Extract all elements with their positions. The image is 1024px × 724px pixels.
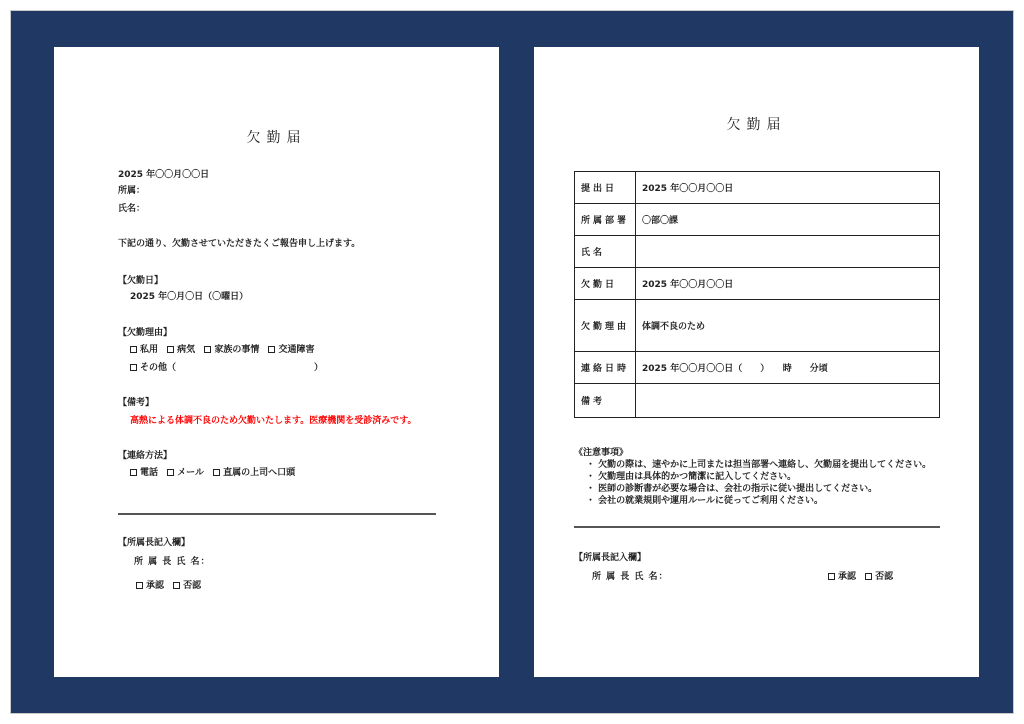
reason-other-close: ）	[314, 363, 324, 373]
contact-option-verbal[interactable]: 直属の上司へ口頭	[213, 467, 295, 479]
row-value-contact-time[interactable]: 2025 年〇〇月〇〇日（ ） 時 分頃	[636, 352, 940, 384]
checkbox-icon	[130, 469, 137, 476]
absence-form-table	[574, 171, 940, 418]
row-value-department[interactable]: 〇部〇課	[636, 204, 940, 236]
row-value-submit-date[interactable]: 2025 年〇〇月〇〇日	[636, 172, 940, 204]
table-row	[575, 300, 940, 352]
document-frame	[10, 10, 1014, 714]
absence-date-value: 2025 年〇月〇日（〇曜日）	[130, 292, 249, 302]
table-row	[575, 352, 940, 384]
section-divider	[574, 526, 940, 528]
checkbox-icon	[167, 346, 174, 353]
right-reject-checkbox[interactable]: 否認	[865, 571, 893, 583]
left-approval-row	[136, 580, 207, 592]
right-approve-checkbox[interactable]: 承認	[828, 571, 856, 583]
contact-heading: 【連絡方法】	[118, 451, 173, 461]
note-item: ・ 医師の診断書が必要な場合は、会社の指示に従い提出してください。	[586, 484, 878, 494]
absence-date-heading: 【欠勤日】	[118, 276, 164, 286]
checkbox-icon	[130, 346, 137, 353]
note-item: ・ 欠勤の際は、速やかに上司または担当部署へ連絡し、欠勤届を提出してください。	[586, 460, 932, 470]
note-item: ・ 会社の就業規則や運用ルールに従ってご利用ください。	[586, 496, 823, 506]
checkbox-icon	[268, 346, 275, 353]
reason-option-illness[interactable]: 病気	[167, 344, 195, 356]
reason-option-private[interactable]: 私用	[130, 344, 158, 356]
table-row	[575, 384, 940, 418]
left-document-page	[54, 47, 499, 677]
left-doc-title: 欠勤届	[246, 130, 307, 146]
left-doc-intro: 下記の通り、欠勤させていただきたくご報告申し上げます。	[118, 239, 361, 249]
remarks-heading: 【備考】	[118, 398, 155, 408]
row-value-name[interactable]	[636, 236, 940, 268]
row-label-absence-date: 欠勤日	[575, 268, 636, 300]
row-label-department: 所属部署	[575, 204, 636, 236]
note-item: ・ 欠勤理由は具体的かつ簡潔に記入してください。	[586, 472, 797, 482]
checkbox-icon	[865, 573, 872, 580]
right-manager-heading: 【所属長記入欄】	[574, 553, 647, 563]
left-approve-checkbox[interactable]: 承認	[136, 580, 164, 592]
checkbox-icon	[136, 582, 143, 589]
contact-option-email[interactable]: メール	[167, 467, 204, 479]
section-divider	[118, 513, 436, 515]
row-value-reason[interactable]: 体調不良のため	[636, 300, 940, 352]
remarks-text: 高熱による体調不良のため欠勤いたします。医療機関を受診済みです。	[130, 416, 417, 426]
checkbox-icon	[828, 573, 835, 580]
right-approval-row	[828, 571, 899, 583]
checkbox-icon	[213, 469, 220, 476]
reason-option-family[interactable]: 家族の事情	[204, 344, 259, 356]
right-document-page	[534, 47, 979, 677]
checkbox-icon	[130, 364, 137, 371]
row-value-remarks[interactable]	[636, 384, 940, 418]
reason-option-other[interactable]: その他（	[130, 362, 176, 374]
row-label-submit-date: 提出日	[575, 172, 636, 204]
contact-options-row	[130, 467, 301, 479]
left-doc-date: 2025 年〇〇月〇〇日	[118, 170, 210, 180]
table-row	[575, 204, 940, 236]
reason-option-traffic[interactable]: 交通障害	[268, 344, 314, 356]
right-doc-title: 欠勤届	[726, 117, 787, 133]
checkbox-icon	[204, 346, 211, 353]
table-row	[575, 268, 940, 300]
row-label-name: 氏名	[575, 236, 636, 268]
row-label-contact-time: 連絡日時	[575, 352, 636, 384]
left-doc-name-label: 氏名：	[118, 204, 146, 214]
checkbox-icon	[173, 582, 180, 589]
left-manager-heading: 【所属長記入欄】	[118, 538, 191, 548]
table-row	[575, 236, 940, 268]
row-label-remarks: 備考	[575, 384, 636, 418]
row-value-absence-date[interactable]: 2025 年〇〇月〇〇日	[636, 268, 940, 300]
table-row	[575, 172, 940, 204]
notes-heading: 《注意事項》	[574, 448, 629, 458]
checkbox-icon	[167, 469, 174, 476]
left-doc-affiliation-label: 所属：	[118, 186, 146, 196]
reason-heading: 【欠勤理由】	[118, 328, 173, 338]
row-label-reason: 欠勤理由	[575, 300, 636, 352]
right-manager-name-label: 所 属 長 氏 名：	[592, 572, 669, 582]
contact-option-phone[interactable]: 電話	[130, 467, 158, 479]
reason-options-row	[130, 344, 320, 356]
left-reject-checkbox[interactable]: 否認	[173, 580, 201, 592]
left-manager-name-label: 所 属 長 氏 名：	[134, 557, 211, 567]
